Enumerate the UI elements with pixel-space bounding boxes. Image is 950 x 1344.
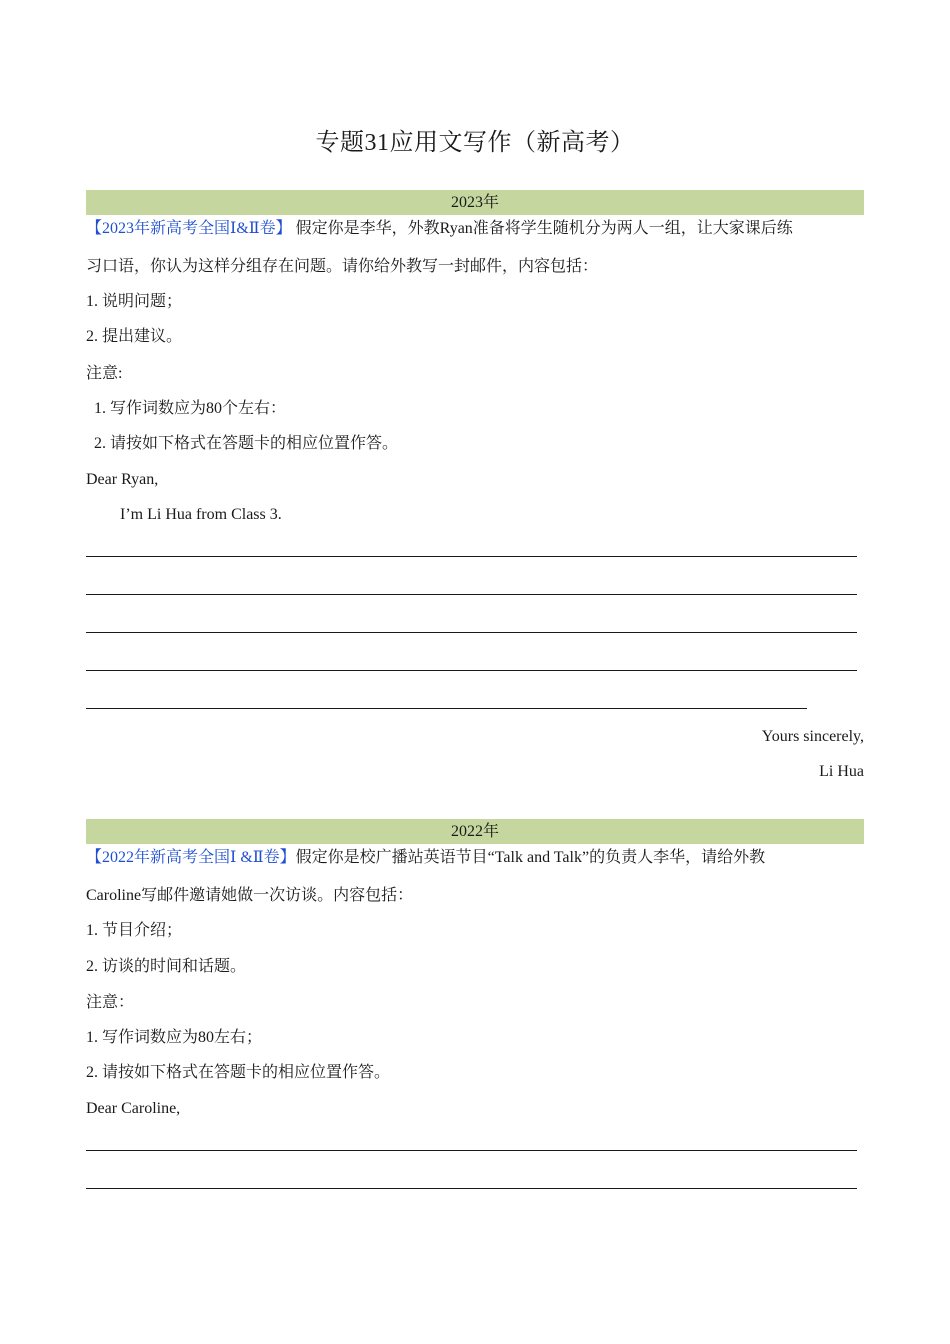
year-band-2022: 2022年 (86, 819, 864, 844)
item-2023-2: 2. 提出建议。 (86, 328, 183, 345)
prompt-2022-text-1: 假定你是校广播站英语节目“Talk and Talk”的负责人李华，请给外教 (295, 849, 766, 866)
salutation-2022: Dear Caroline, (86, 1100, 181, 1117)
answer-line (86, 708, 807, 709)
item-2022-2: 2. 访谈的时间和话题。 (86, 958, 247, 975)
prompt-2022-text-2: Caroline写邮件邀请她做一次访谈。内容包括： (86, 887, 414, 904)
answer-line (86, 1188, 857, 1189)
note-2022-2: 2. 请按如下格式在答题卡的相应位置作答。 (86, 1064, 391, 1081)
source-label-2022: 【2022年新高考全国Ⅰ &Ⅱ卷】 (86, 849, 296, 866)
item-2023-1: 1. 说明问题； (86, 293, 183, 310)
signature-2023: Li Hua (819, 763, 864, 780)
page-title: 专题31应用文写作（新高考） (315, 130, 635, 156)
closing-2023: Yours sincerely, (761, 728, 864, 745)
note-2022-1: 1. 写作词数应为80左右； (86, 1029, 263, 1046)
note-label-2022: 注意： (86, 994, 135, 1011)
answer-line (86, 594, 857, 595)
answer-line (86, 670, 857, 671)
source-label-2023: 【2023年新高考全国Ⅰ&Ⅱ卷】 (86, 220, 292, 237)
note-2023-2: 2. 请按如下格式在答题卡的相应位置作答。 (94, 435, 399, 452)
item-2022-1: 1. 节目介绍； (86, 922, 183, 939)
question-2023-line-1 (86, 219, 793, 239)
answer-line (86, 632, 857, 633)
prompt-2023-text-1: 假定你是李华，外教Ryan准备将学生随机分为两人一组，让大家课后练 (291, 220, 793, 237)
opening-2023: I’m Li Hua from Class 3. (120, 506, 282, 523)
year-band-2023: 2023年 (86, 190, 864, 215)
salutation-2023: Dear Ryan, (86, 471, 159, 488)
answer-line (86, 556, 857, 557)
prompt-2023-text-2: 习口语，你认为这样分组存在问题。请你给外教写一封邮件，内容包括： (86, 258, 599, 275)
note-2023-1: 1. 写作词数应为80个左右： (94, 400, 287, 417)
question-2022-line-1 (86, 848, 765, 868)
note-label-2023: 注意: (86, 365, 123, 382)
answer-line (86, 1150, 857, 1151)
